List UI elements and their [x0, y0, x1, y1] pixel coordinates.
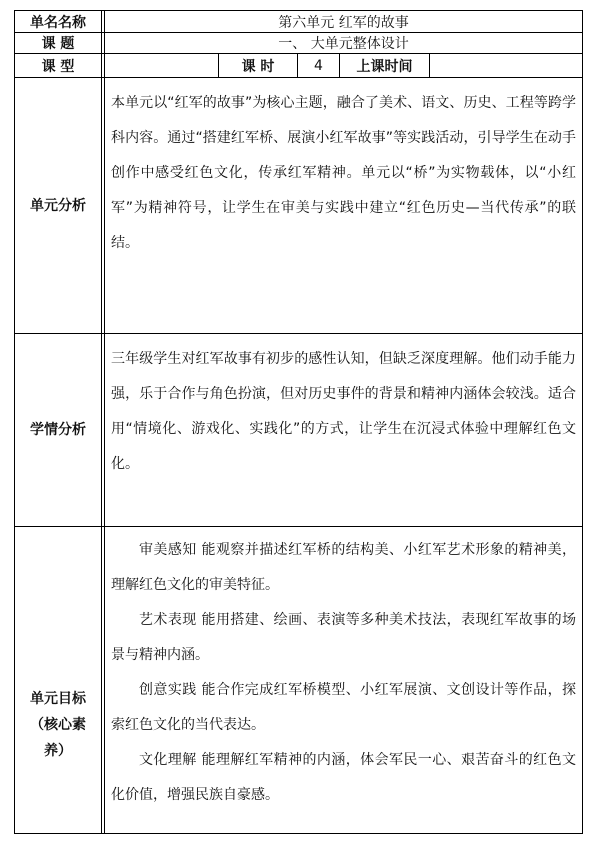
type-label: 课 型 [14, 53, 101, 77]
unit-goals-label-line2: （核心素 [30, 717, 86, 733]
goal-key: 审美感知 [139, 542, 197, 558]
unit-goals-body [104, 526, 583, 833]
unit-analysis-section [14, 77, 583, 333]
unit-goals-label-line1: 单元目标 [30, 691, 86, 707]
goal-text: 能用搭建、绘画、表演等多种美术技法，表现红军故事的场景与精神内涵。 [111, 612, 577, 663]
type-value [104, 53, 218, 77]
goal-item [111, 743, 576, 813]
hours-label: 课 时 [218, 53, 297, 77]
goal-text: 能合作完成红军桥模型、小红军展演、文创设计等作品，探索红色文化的当代表达。 [111, 682, 577, 733]
unit-analysis-body [104, 77, 583, 333]
table-bottom-border [14, 833, 583, 834]
goal-item [111, 673, 576, 743]
hours-value: 4 [297, 53, 339, 77]
goal-item [111, 533, 576, 603]
goal-text: 能观察并描述红军桥的结构美、小红军艺术形象的精神美，理解红色文化的审美特征。 [111, 542, 577, 593]
goal-key: 文化理解 [139, 752, 197, 768]
unit-analysis-text: 本单元以“红军的故事”为核心主题，融合了美术、语文、历史、工程等跨学科内容。通过“搭建红军桥、展演小红军故事”等实践活动，引导学生在动手创作中感受红色文化，传承红军精神。单元以“桥”为实物载体，以“小红军”为精神符号，让学生在审美与实践中建立“红色历史—当代传承”的联结。 [111, 95, 576, 251]
student-analysis-text: 三年级学生对红军故事有初步的感性认知，但缺乏深度理解。他们动手能力强，乐于合作与角色扮演，但对历史事件的背景和精神内涵体会较浅。适合用“情境化、游戏化、实践化”的方式，让学生在沉浸式体验中理解红色文化。 [111, 351, 576, 472]
time-value [429, 53, 583, 77]
goal-item [111, 603, 576, 673]
unit-goals-label [14, 526, 101, 833]
unit-name-row [14, 10, 583, 32]
unit-goals-label-line3: 养） [44, 743, 72, 759]
student-analysis-section [14, 333, 583, 526]
unit-name-label: 单名名称 [14, 10, 101, 32]
topic-value: 一、 大单元整体设计 [104, 32, 583, 53]
unit-goals-section [14, 526, 583, 833]
goal-key: 艺术表现 [139, 612, 197, 628]
topic-row [14, 32, 583, 53]
goal-text: 能理解红军精神的内涵，体会军民一心、艰苦奋斗的红色文化价值，增强民族自豪感。 [111, 752, 577, 803]
type-row [14, 53, 583, 77]
unit-name-value: 第六单元 红军的故事 [104, 10, 583, 32]
time-label: 上课时间 [339, 53, 429, 77]
topic-label: 课 题 [14, 32, 101, 53]
student-analysis-label: 学情分析 [14, 333, 101, 526]
unit-analysis-label: 单元分析 [14, 77, 101, 333]
student-analysis-body [104, 333, 583, 526]
goal-key: 创意实践 [139, 682, 197, 698]
